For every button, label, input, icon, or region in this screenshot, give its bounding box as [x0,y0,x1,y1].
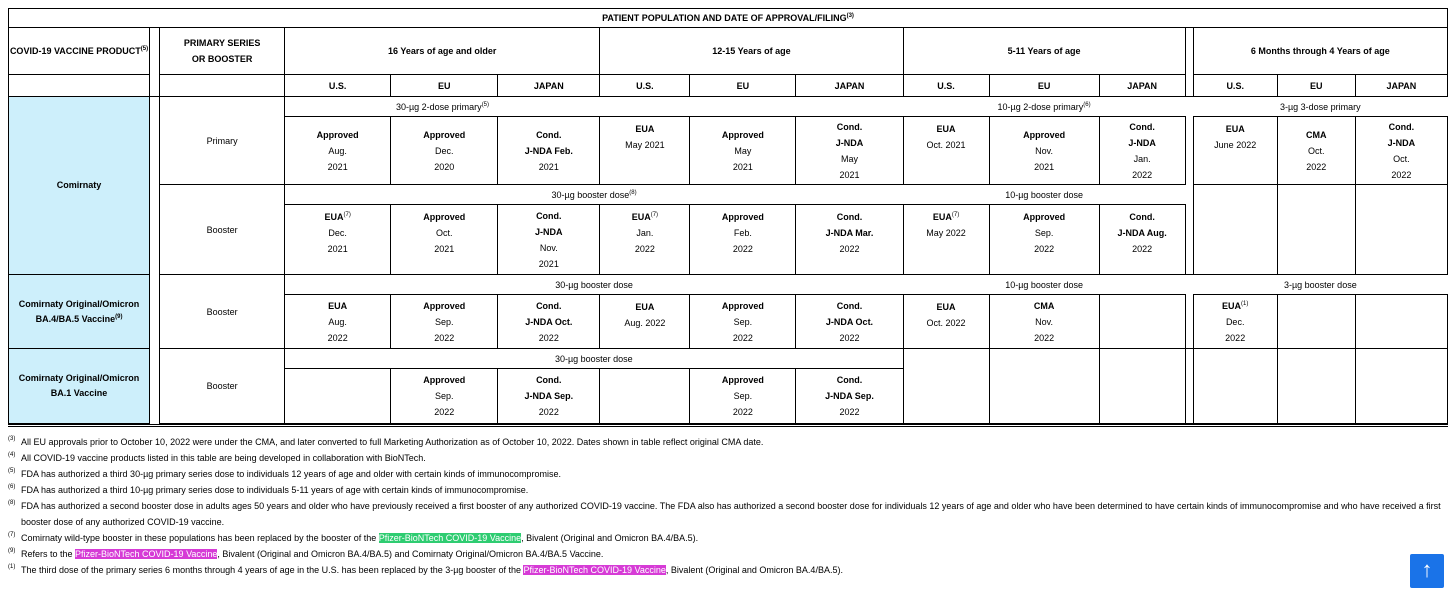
approval-cell: Cond. J-NDA Oct. 2022 [1355,117,1447,185]
dose-label: 10-µg booster dose [1005,279,1083,290]
approval-cell: Approved Sep. 2022 [690,369,796,424]
empty-cell [1355,349,1447,424]
table-bottom-rule [8,426,1448,427]
approval-cell: Approved Dec. 2020 [391,117,498,185]
series-booster: Booster [160,185,285,275]
approval-cell: EUA Aug. 2022 [600,295,690,349]
vaccine-link[interactable]: Pfizer-BioNTech COVID-19 Vaccine [75,549,218,559]
empty-cell [1355,185,1447,275]
dose-label: 30-µg booster dose [555,279,633,290]
empty-cell [1355,295,1447,349]
approval-cell: Cond. J-NDA Nov. 2021 [498,205,600,275]
approval-cell: Approved May 2021 [690,117,796,185]
dose-label: 3-µg booster dose [1283,279,1357,290]
dose-label: 30-µg 2-dose primary$^{(5)}$ [395,101,490,112]
region-eu: EU [1277,75,1355,97]
approval-cell: Cond. J-NDA Sep. 2022 [498,369,600,424]
approval-cell: CMA Oct. 2022 [1277,117,1355,185]
approval-cell: EUA$^{(1)}$ Dec. 2022 [1193,295,1277,349]
approval-cell: Approved Oct. 2021 [391,205,498,275]
region-japan: JAPAN [796,75,903,97]
spacer-column [150,97,160,424]
empty-cell [1193,185,1277,275]
spacer-cell [1185,295,1193,349]
approval-cell: Cond. J-NDA Oct. 2022 [498,295,600,349]
dose-label: 30-µg booster dose$^{(8)}$ [551,189,637,200]
approval-cell: EUA Oct. 2021 [903,117,989,185]
empty-cell [1277,295,1355,349]
empty-cell [600,369,690,424]
footnotes [8,434,1448,578]
region-japan: JAPAN [1099,75,1185,97]
approval-cell: EUA Oct. 2022 [903,295,989,349]
spacer-cell [1185,275,1193,295]
spacer-cell [1185,75,1193,97]
empty-cell [1193,349,1277,424]
empty-cell [903,349,989,424]
spacer-cell [1185,97,1193,117]
approval-cell: EUA May 2021 [600,117,690,185]
region-eu: EU [391,75,498,97]
series-booster: Booster [160,349,285,424]
approval-cell: EUA$^{(7)}$ May 2022 [903,205,989,275]
spacer-cell [1185,28,1193,75]
footnote: (9) Refers to the Pfizer-BioNTech COVID-19 Vaccine, Bivalent (Original and Omicron BA.4/BA.5) and Comirnaty Original/Omicron BA.4/BA.5 Vaccine. [8,548,604,559]
approval-cell: Approved Sep. 2022 [690,295,796,349]
back-to-top-button[interactable] [1410,554,1444,588]
region-japan: JAPAN [1355,75,1447,97]
region-us: U.S. [600,75,690,97]
approval-cell: Cond. J-NDA Feb. 2021 [498,117,600,185]
region-japan: JAPAN [498,75,600,97]
spacer-cell [150,28,160,75]
arrow-up-icon: ↑ [1421,557,1433,582]
spacer-cell [1185,349,1193,424]
population-title: PATIENT POPULATION AND DATE OF APPROVAL/FILING$^{(3)}$ [9,9,1448,28]
approval-cell: Approved Sep. 2022 [989,205,1099,275]
dose-label: 3-µg 3-dose primary [1279,101,1361,112]
spacer-cell [1185,185,1193,205]
footnote: (7) Comirnaty wild-type booster in these populations has been replaced by the booster of the Pfizer-BioNTech COVID-19 Vaccine, Bivalent (Original and Omicron BA.4/BA.5). [8,532,699,543]
footnote: (3) All EU approvals prior to October 10, 2022 were under the CMA, and later converted to full Marketing Authorization as of October 10, 2022. Dates shown in table reflect original CMA date. [8,436,764,447]
dose-label: 30-µg booster dose [554,353,633,364]
series-booster: Booster [160,275,285,349]
dose-label: 10-µg 2-dose primary$^{(6)}$ [997,101,1091,112]
approval-cell: EUA Aug. 2022 [285,295,391,349]
region-us: U.S. [285,75,391,97]
approval-table [8,8,1448,424]
age-group-5-11: 5-11 Years of age [903,28,1185,75]
empty-cell [1277,349,1355,424]
series-column-header: PRIMARY SERIES OR BOOSTER [160,28,285,75]
empty-cell [1099,349,1185,424]
spacer-cell [150,75,160,97]
approval-cell: Cond. J-NDA Sep. 2022 [796,369,903,424]
spacer-cell [160,75,285,97]
series-primary: Primary [160,97,285,185]
approval-cell: EUA June 2022 [1193,117,1277,185]
table-bottom-rule [8,424,1448,425]
approval-cell: Cond. J-NDA Aug. 2022 [1099,205,1185,275]
approval-cell: EUA$^{(7)}$ Dec. 2021 [285,205,391,275]
empty-cell [989,349,1099,424]
region-us: U.S. [903,75,989,97]
approval-cell: Approved Sep. 2022 [391,295,498,349]
region-us: U.S. [1193,75,1277,97]
age-group-6mo-4y: 6 Months through 4 Years of age [1193,28,1447,75]
product-comirnaty: Comirnaty [9,97,150,275]
approval-cell: Approved Nov. 2021 [989,117,1099,185]
footnote: (8) FDA has authorized a second booster dose in adults ages 50 years and older who have previously received a first booster of any authorized COVID-19 vaccine. The FDA also has authorized a second booster dose for individuals 12 years of age and older who have been determined to have certain kinds of immunocompromise and who have received a first booster dose of any authorized COVID-19 vaccine. [8,500,1441,527]
approval-cell: Approved Sep. 2022 [391,369,498,424]
spacer-cell [9,75,150,97]
footnote: (6) FDA has authorized a third 10-µg primary series dose to individuals 5-11 years of age with certain kinds of immunocompromise. [8,484,529,495]
footnote: (5) FDA has authorized a third 30-µg primary series dose to individuals 12 years of age and older with certain kinds of immunocompromise. [8,468,561,479]
spacer-cell [1185,117,1193,185]
dose-label: 10-µg booster dose [1005,189,1083,200]
approval-cell: Cond. J-NDA Jan. 2022 [1099,117,1185,185]
age-group-16-plus: 16 Years of age and older [285,28,600,75]
product-column-header: COVID-19 VACCINE PRODUCT$^{(5)}$ [9,28,150,75]
empty-cell [1099,295,1185,349]
empty-cell [1277,185,1355,275]
approval-cell: EUA$^{(7)}$ Jan. 2022 [600,205,690,275]
product-comirnaty-ba45: Comirnaty Original/Omicron BA.4/BA.5 Vaccine$^{(9)}$ [9,275,150,349]
approval-cell: Approved Aug. 2021 [285,117,391,185]
dose-label [600,97,903,117]
vaccine-link[interactable]: Pfizer-BioNTech COVID-19 Vaccine [378,533,522,543]
footnote: (1) The third dose of the primary series 6 months through 4 years of age in the U.S. has been replaced by the 3-µg booster of the Pfizer-BioNTech COVID-19 Vaccine, Bivalent (Original and Omicron BA.4/BA.5). [8,564,843,575]
footnote: (4) All COVID-19 vaccine products listed in this table are being developed in collaboration with BioNTech. [8,452,426,463]
region-eu: EU [989,75,1099,97]
spacer-cell [1185,205,1193,275]
empty-cell [285,369,391,424]
approval-cell: Cond. J-NDA May 2021 [796,117,903,185]
product-comirnaty-ba1: Comirnaty Original/Omicron BA.1 Vaccine [9,349,150,424]
approval-cell: CMA Nov. 2022 [989,295,1099,349]
approval-cell: Cond. J-NDA Mar. 2022 [796,205,903,275]
approval-cell: Cond. J-NDA Oct. 2022 [796,295,903,349]
region-eu: EU [690,75,796,97]
approval-cell: Approved Feb. 2022 [690,205,796,275]
age-group-12-15: 12-15 Years of age [600,28,903,75]
vaccine-link[interactable]: Pfizer-BioNTech COVID-19 Vaccine [523,565,666,575]
